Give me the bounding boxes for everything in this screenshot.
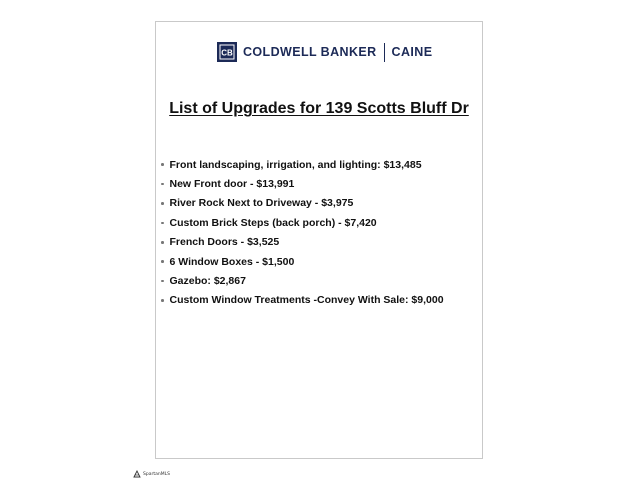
brand-header [217, 42, 432, 62]
list-item-text: Gazebo: $2,867 [169, 275, 246, 288]
list-item-text: River Rock Next to Driveway - $3,975 [169, 197, 354, 210]
list-item-text: Custom Brick Steps (back porch) - $7,420 [169, 216, 377, 229]
upgrade-list [161, 155, 444, 310]
list-item [161, 213, 444, 232]
list-item-text: New Front door - $13,991 [169, 178, 295, 191]
bullet-icon [161, 202, 164, 205]
bullet-icon [161, 299, 164, 302]
bullet-icon [161, 241, 164, 244]
list-item-text: 6 Window Boxes - $1,500 [169, 255, 295, 268]
mls-logo [133, 469, 170, 479]
svg-text:CB: CB [221, 48, 233, 58]
list-item-text: Front landscaping, irrigation, and lighting: $13,485 [169, 158, 422, 171]
list-item [161, 252, 444, 271]
bullet-icon [161, 260, 164, 263]
document-page [155, 21, 483, 459]
list-item [161, 291, 444, 310]
mls-text: SpartanMLS [143, 471, 170, 477]
list-item [161, 155, 444, 174]
bullet-icon [161, 222, 164, 225]
page-title: List of Upgrades for 139 Scotts Bluff Dr [169, 100, 469, 117]
list-item [161, 194, 444, 213]
list-item-text: Custom Window Treatments -Convey With Sale: $9,000 [169, 294, 444, 307]
bullet-icon [161, 280, 164, 283]
list-item [161, 174, 444, 193]
coldwell-banker-logo-icon [217, 42, 237, 62]
list-item [161, 233, 444, 252]
brand-divider [384, 43, 385, 62]
mls-logo-icon [133, 470, 142, 479]
bullet-icon [161, 183, 164, 186]
list-item [161, 271, 444, 290]
list-item-text: French Doors - $3,525 [169, 236, 280, 249]
brand-name: COLDWELL BANKER [243, 45, 377, 59]
brand-sub: CAINE [391, 45, 433, 59]
bullet-icon [161, 163, 164, 166]
